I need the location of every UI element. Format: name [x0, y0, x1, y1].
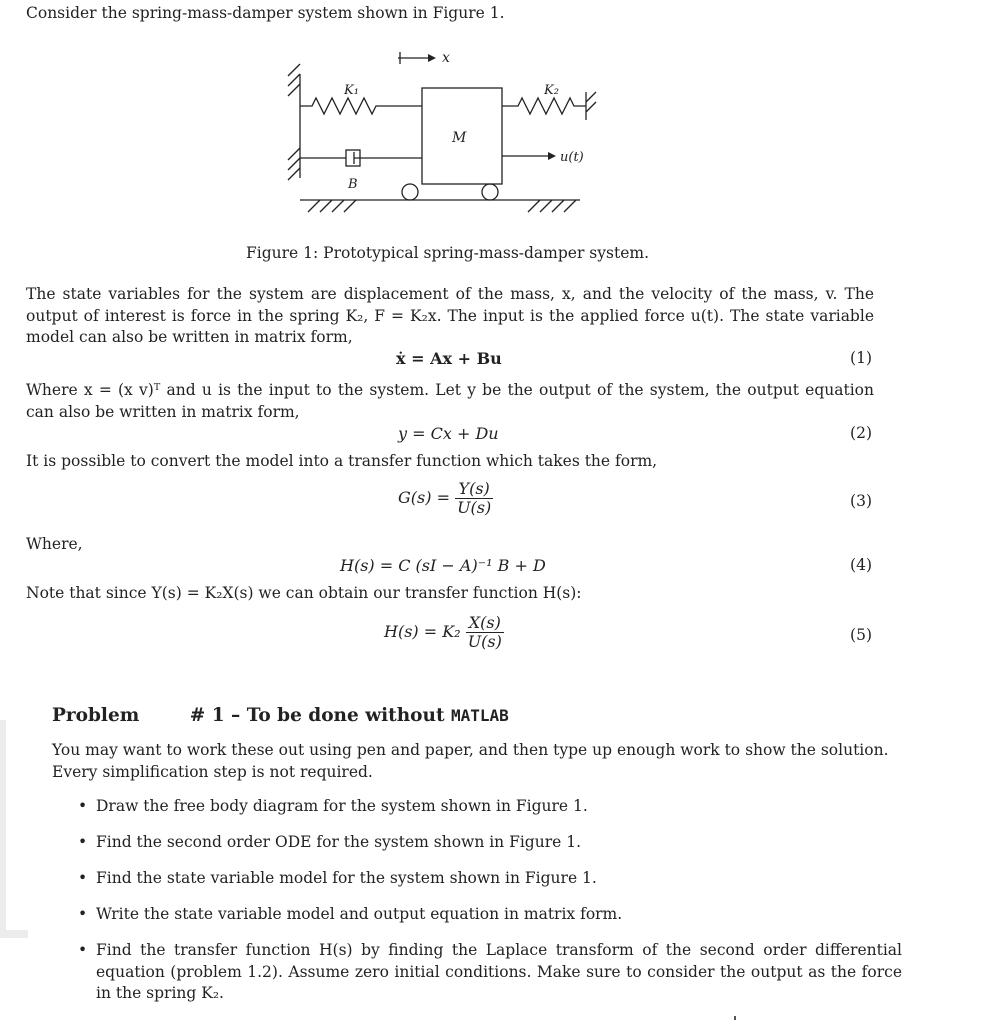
list-item [52, 868, 902, 890]
k1-label: K₁ [344, 83, 359, 98]
x-label: x [442, 50, 450, 66]
list-item [52, 940, 902, 1005]
list-item [52, 796, 902, 818]
paragraph-note: Note that since Y(s) = K₂X(s) we can obtain our transfer function H(s): [26, 584, 582, 602]
wheel-right [482, 184, 498, 200]
page-mark [734, 1016, 736, 1020]
problem-label: Problem [52, 705, 140, 726]
paragraph-output: Where x = (x v)ᵀ and u is the input to the system. Let y be the output of the system, the output equation can also be written in matrix form, [26, 381, 874, 421]
equation-3-number: (3) [850, 492, 872, 510]
task-list [52, 796, 902, 1019]
wheel-left [402, 184, 418, 200]
task-text: Find the transfer function H(s) by finding the Laplace transform of the second order differential equation (problem 1.2). Assume zero initial conditions. Make sure to consider the output as the force in the spring K₂. [96, 941, 902, 1002]
bullet-icon: • [78, 833, 88, 851]
equation-1-number: (1) [850, 349, 872, 367]
equation-5-number: (5) [850, 626, 872, 644]
bullet-icon: • [78, 941, 88, 959]
equation-1 [396, 349, 502, 368]
left-margin-tab [0, 930, 28, 938]
equation-3-denominator: U(s) [457, 498, 492, 517]
damper-label: B [348, 177, 358, 192]
equation-3 [398, 480, 493, 517]
equation-1-text: ẋ = Ax + Bu [396, 349, 502, 368]
equation-5-denominator: U(s) [467, 632, 502, 651]
equation-2: y = Cx + Du [398, 424, 499, 443]
equation-4-number: (4) [850, 556, 872, 574]
equation-5-lhs: H(s) = K₂ [384, 622, 461, 641]
problem-intro: You may want to work these out using pen and paper, and then type up enough work to show the solution. Every simplification step is not required. [52, 741, 889, 781]
equation-5 [384, 614, 504, 651]
bullet-icon: • [78, 797, 88, 815]
equation-4: H(s) = C (sI − A)⁻¹ B + D [340, 556, 546, 575]
task-text: Draw the free body diagram for the system shown in Figure 1. [96, 797, 588, 815]
problem-heading [52, 705, 509, 726]
paragraph-transfer: It is possible to convert the model into a transfer function which takes the form, [26, 452, 658, 470]
mass-label: M [452, 130, 467, 146]
spring-k2 [502, 98, 586, 114]
task-text: Write the state variable model and output equation in matrix form. [96, 905, 623, 923]
paragraph-state-variables: The state variables for the system are displacement of the mass, x, and the velocity of the mass, v. The output of interest is force in the spring K₂, F = K₂x. The input is the applied force u(t). The state variable model can also be written in matrix form, [26, 285, 874, 346]
task-text: Find the second order ODE for the system shown in Figure 1. [96, 833, 582, 851]
task-text: Find the state variable model for the system shown in Figure 1. [96, 869, 597, 887]
bullet-icon: • [78, 869, 88, 887]
problem-tool: MATLAB [450, 706, 509, 725]
intro-text: Consider the spring-mass-damper system shown in Figure 1. [26, 4, 505, 22]
problem-number: # 1 – To be done without [189, 705, 445, 726]
bullet-icon: • [78, 905, 88, 923]
equation-2-number: (2) [850, 424, 872, 442]
equation-5-numerator: X(s) [466, 614, 504, 633]
equation-3-lhs: G(s) = [398, 488, 450, 507]
list-item [52, 904, 902, 926]
where-label: Where, [26, 535, 83, 553]
equation-3-fraction [455, 480, 493, 517]
figure-caption: Figure 1: Prototypical spring-mass-damper system. [246, 244, 649, 262]
spring-mass-damper-figure [280, 40, 600, 226]
equation-3-numerator: Y(s) [455, 480, 493, 499]
input-label: u(t) [560, 150, 584, 165]
equation-5-fraction [466, 614, 504, 651]
list-item [52, 832, 902, 854]
k2-label: K₂ [544, 83, 559, 98]
spring-k1 [300, 98, 422, 114]
left-margin-bar [0, 720, 6, 930]
